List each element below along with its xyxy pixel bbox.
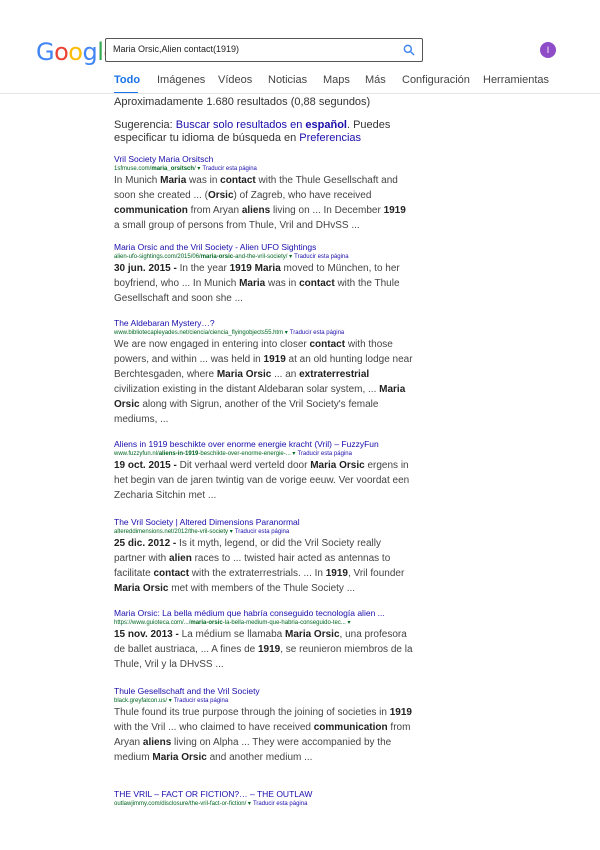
result-url-text: https://www.guioteca.com/.../ [114, 620, 191, 626]
result-url-text: -and-the-vril-society/ [233, 254, 288, 260]
suggestion-mid: . Puedes especificar tu idioma de búsqueda en [114, 119, 391, 144]
language-suggestion [114, 119, 394, 145]
translate-page-link[interactable]: Traducir esta página [252, 801, 308, 807]
tab-mas[interactable]: Más [365, 74, 386, 86]
result-url [114, 800, 414, 807]
result-title-link[interactable]: Aliens in 1919 beschikte over enorme energie kracht (Vril) – FuzzyFun [114, 439, 379, 449]
result-url-text: outlawjimmy.com/disclosure/the-vril-fact-or-fiction/ [114, 801, 247, 807]
tab-herramientas[interactable]: Herramientas [483, 74, 550, 86]
result-url-text: alien-ufo-sightings.com/2015/06/ [114, 254, 201, 260]
search-icon[interactable] [402, 43, 416, 57]
result-snippet: 15 nov. 2013 - La médium se llamaba Maria Orsic, una profesora de ballet austriaca, ... A fines de 1919, se reunieron miembros de la Thule, Vril y la DHvSS ... [114, 629, 413, 670]
result-url-match: maria-orsic [190, 620, 223, 626]
result-title-link[interactable]: The Aldebaran Mystery…? [114, 318, 215, 328]
search-input[interactable] [105, 38, 423, 62]
translate-page-link[interactable]: Traducir esta página [173, 698, 229, 704]
result-title-link[interactable]: Thule Gesellschaft and the Vril Society [114, 686, 260, 696]
tab-configuracion[interactable]: Configuración [402, 74, 470, 86]
caret-down-icon[interactable]: ▾ [290, 451, 296, 457]
result-title-link[interactable]: The Vril Society | Altered Dimensions Paranormal [114, 517, 300, 527]
result-url [114, 165, 414, 172]
result-url-match: maria_orsitsch [151, 166, 195, 172]
search-result [114, 789, 414, 807]
search-result [114, 608, 414, 672]
result-stats: Aproximadamente 1.680 resultados (0,88 segundos) [114, 96, 371, 108]
result-title-link[interactable]: Maria Orsic and the Vril Society - Alien UFO Sightings [114, 242, 317, 252]
result-url-match: aliens-in-1919 [158, 451, 199, 457]
logo-letter: o [68, 38, 83, 66]
search-query-text: Maria Orsic,Alien contact(1919) [113, 44, 240, 54]
search-result [114, 154, 414, 233]
result-url-text: black.greyfalcon.us/ [114, 698, 168, 704]
spanish-only-link-bold: español [305, 119, 347, 131]
translate-page-link[interactable]: Traducir esta página [234, 529, 290, 535]
result-url [114, 253, 414, 260]
tab-imagenes[interactable]: Imágenes [157, 74, 206, 86]
caret-down-icon[interactable]: ▾ [228, 529, 233, 535]
logo-letter: g [82, 38, 98, 66]
header-divider [0, 93, 600, 94]
tab-todo[interactable]: Todo [114, 74, 141, 86]
account-avatar[interactable]: I [540, 42, 556, 58]
caret-down-icon[interactable]: ▾ [195, 166, 201, 172]
translate-page-link[interactable]: Traducir esta página [202, 166, 257, 172]
logo-letter: o [54, 38, 69, 66]
result-url-text: -beschikte-over-enorme-energie-... [198, 451, 291, 457]
result-snippet: 19 oct. 2015 - Dit verhaal werd verteld door Maria Orsic ergens in het begin van de jaren twintig van de vorige eeuw. Ver voordat een Zecharia Sitchin met ... [114, 460, 410, 501]
caret-down-icon[interactable]: ▾ [283, 330, 288, 336]
result-snippet: In Munich Maria was in contact with the Thule Gesellschaft and soon she created ... (Orsic) of Zagreb, who have received communication from Aryan aliens living on ... In December 1919 a small group of persons from Thule, Vril and DHvSS ... [114, 175, 406, 231]
tab-noticias[interactable]: Noticias [268, 74, 308, 86]
search-result [114, 318, 414, 427]
result-snippet: 30 jun. 2015 - In the year 1919 Maria moved to München, to her boyfriend, who ... In Munich Maria was in contact with the Thule Gesellschaft and soon she ... [114, 263, 400, 304]
result-url-text: -la-bella-medium-que-habria-conseguido-tec... [222, 620, 346, 626]
result-title-link[interactable]: THE VRIL – FACT OR FICTION?… – THE OUTLAW [114, 789, 313, 799]
result-url [114, 329, 414, 336]
result-url-text: altereddimensions.net/2012/the-vril-society [114, 529, 229, 535]
tab-videos[interactable]: Vídeos [218, 74, 253, 86]
result-url-text: / [194, 166, 196, 172]
translate-page-link[interactable]: Traducir esta página [297, 451, 352, 457]
search-result [114, 439, 414, 503]
result-url [114, 528, 414, 535]
translate-page-link[interactable]: Traducir esta página [294, 254, 349, 260]
logo-letter: G [36, 38, 55, 66]
result-url [114, 450, 414, 457]
caret-down-icon[interactable]: ▾ [345, 620, 351, 626]
logo-letter: l [97, 38, 104, 66]
spanish-only-link-text: Buscar solo resultados en [175, 119, 306, 131]
result-snippet: We are now engaged in entering into closer contact with those powers, and within ... was held in 1919 at an old hunting lodge near Berchtesgaden, where Maria Orsic ... an extraterrestrial civilization existing in the distant Aldebaran solar system, ... Maria Orsic along with Sigrun, another of the Vril Society's female mediums, ... [114, 339, 413, 425]
search-result [114, 242, 414, 306]
search-result [114, 686, 414, 765]
suggestion-prefix: Sugerencia: [114, 119, 176, 131]
result-title-link[interactable]: Vril Society Maria Orsitsch [114, 154, 214, 164]
result-url-text: 1sfmuse.com/ [114, 166, 152, 172]
caret-down-icon[interactable]: ▾ [246, 801, 251, 807]
result-url-text: www.fuzzyfun.nl/ [114, 451, 159, 457]
caret-down-icon[interactable]: ▾ [287, 254, 293, 260]
search-result [114, 517, 414, 596]
result-snippet: Thule found its true purpose through the joining of societies in 1919 with the Vril ... who claimed to have received communication from Aryan aliens living on Alpha ... They were accompanied by the medium Maria Orsic and another medium ... [114, 707, 412, 763]
tab-maps[interactable]: Maps [323, 74, 350, 86]
result-url [114, 697, 414, 704]
result-url-text: www.bibliotecapleyades.net/ciencia/ciencia_flyingobjects55.htm [114, 330, 284, 336]
caret-down-icon[interactable]: ▾ [167, 698, 172, 704]
result-title-link[interactable]: Maria Orsic: La bella médium que habría conseguido tecnología alien ... [114, 608, 385, 618]
preferences-link[interactable]: Preferencias [299, 132, 362, 144]
result-url [114, 619, 414, 626]
spanish-only-link[interactable] [176, 119, 347, 131]
translate-page-link[interactable]: Traducir esta página [289, 330, 345, 336]
result-snippet: 25 dic. 2012 - Is it myth, legend, or did the Vril Society really partner with alien races to ... twisted hair acted as antennas to facilitate contact with the extraterrestrials. ... In 1919, Vril founder Maria Orsic met with members of the Thule Society ... [114, 538, 405, 594]
result-url-match: maria-orsic [200, 254, 234, 260]
